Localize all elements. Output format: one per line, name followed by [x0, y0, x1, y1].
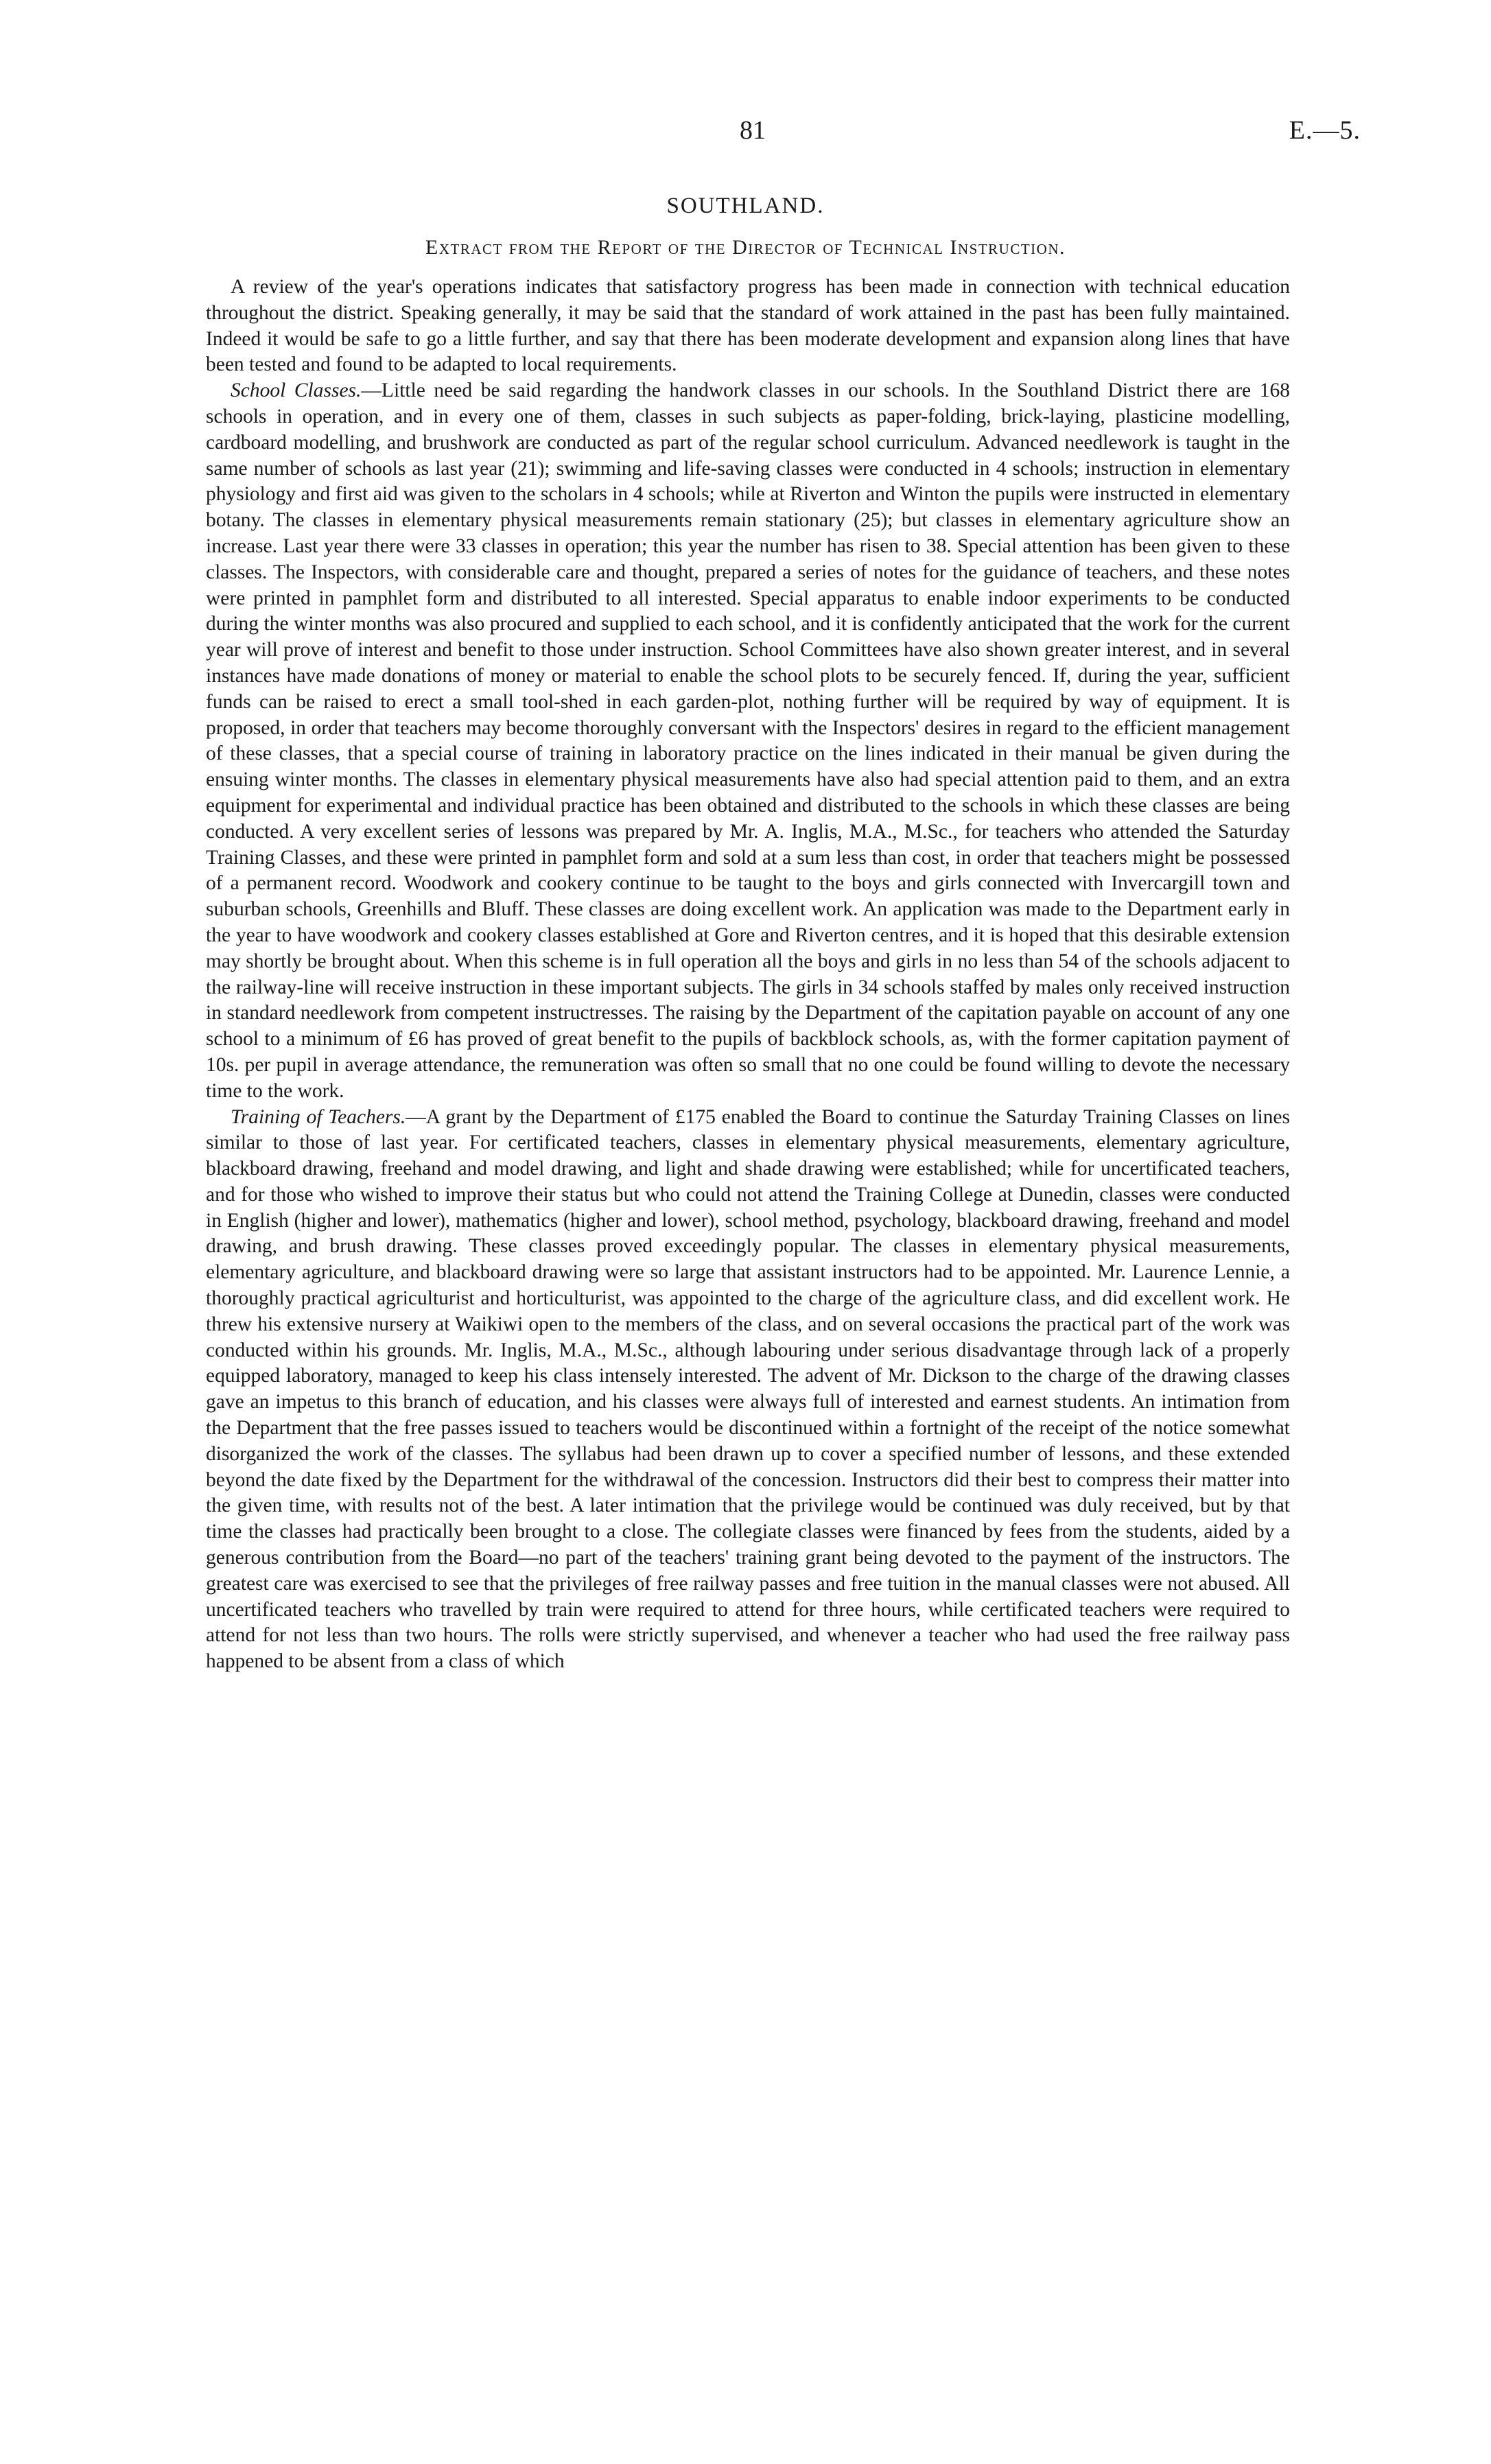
report-subtitle: Extract from the Report of the Director of Technical Instruction.	[425, 236, 1066, 259]
page-header	[0, 115, 1491, 156]
paragraph-training-of-teachers	[206, 1105, 1290, 1676]
report-body	[206, 274, 1290, 1675]
paragraph-heading: School Classes.	[231, 379, 362, 402]
paragraph-text: —Little need be said regarding the handwork classes in our schools. In the Southland District there are 168 schools in operation, and in every one of them, classes in such subjects as paper-folding, brick-laying, plasticine modelling, cardboard modelling, and brushwork are conducted as part of the regular school curriculum. Advanced needlework is taught in the same number of schools as last year (21); swimming and life-saving classes were conducted in 4 schools; instruction in elementary physiology and first aid was given to the scholars in 4 schools; while at Riverton and Winton the pupils were instructed in elementary botany. The classes in elementary physical measurements remain stationary (25); but classes in elementary agriculture show an increase. Last year there were 33 classes in operation; this year the number has risen to 38. Special attention has been given to these classes. The Inspectors, with considerable care and thought, prepared a series of notes for the guidance of teachers, and these notes were printed in pamphlet form and distributed to all interested. Special apparatus to enable indoor experiments to be conducted during the winter months was also procured and supplied to each school, and it is confidently anticipated that the work for the current year will prove of interest and benefit to those under instruction. School Committees have also shown greater interest, and in several instances have made donations of money or material to enable the school plots to be securely fenced. If, during the year, sufficient funds can be raised to erect a small tool-shed in each garden-plot, nothing further will be required by way of equipment. It is proposed, in order that teachers may become thoroughly conversant with the Inspectors' desires in regard to the efficient management of these classes, that a special course of training in laboratory practice on the lines indicated in their manual be given during the ensuing winter months. The classes in elementary physical measurements have also had special attention paid to them, and an extra equipment for experimental and individual practice has been obtained and distributed to the schools in which these classes are being conducted. A very excellent series of lessons was prepared by Mr. A. Inglis, M.A., M.Sc., for teachers who attended the Saturday Training Classes, and these were printed in pamphlet form and sold at a sum less than cost, in order that teachers might be possessed of a permanent record. Woodwork and cookery continue to be taught to the boys and girls connected with Invercargill town and suburban schools, Greenhills and Bluff. These classes are doing excellent work. An application was made to the Department early in the year to have woodwork and cookery classes established at Gore and Riverton centres, and it is hoped that this desirable extension may shortly be brought about. When this scheme is in full operation all the boys and girls in no less than 54 of the schools adjacent to the railway-line will receive instruction in these important subjects. The girls in 34 schools staffed by males only received instruction in standard needlework from competent instructresses. The raising by the Department of the capitation payable on account of any one school to a minimum of £6 has proved of great benefit to the pupils of backblock schools, as, with the former capitation payment of 10s. per pupil in average attendance, the remuneration was often so small that no one could be found willing to devote the necessary time to the work.	[206, 379, 1290, 1102]
page-number: 81	[740, 116, 766, 145]
document-code: E.—5.	[1289, 116, 1361, 145]
section-title: SOUTHLAND.	[666, 193, 825, 218]
paragraph-school-classes	[206, 378, 1290, 1104]
paragraph-text: —A grant by the Department of £175 enabled the Board to continue the Saturday Training Classes on lines similar to those of last year. For certificated teachers, classes in elementary physical measurements, elementary agriculture, blackboard drawing, freehand and model drawing, and light and shade drawing were established; while for uncertificated teachers, and for those who wished to improve their status but who could not attend the Training College at Dunedin, classes were conducted in English (higher and lower), mathematics (higher and lower), school method, psychology, blackboard drawing, freehand and model drawing, and brush drawing. These classes proved exceedingly popular. The classes in elementary physical measurements, elementary agriculture, and blackboard drawing were so large that assistant instructors had to be appointed. Mr. Laurence Lennie, a thoroughly practical agriculturist and horticulturist, was appointed to the charge of the agriculture class, and did excellent work. He threw his extensive nursery at Waikiwi open to the members of the class, and on several occasions the practical part of the work was conducted within his grounds. Mr. Inglis, M.A., M.Sc., although labouring under serious disadvantage through lack of a properly equipped laboratory, managed to keep his class intensely interested. The advent of Mr. Dickson to the charge of the drawing classes gave an impetus to this branch of education, and his classes were always full of interested and earnest students. An intimation from the Department that the free passes issued to teachers would be discontinued within a fortnight of the receipt of the notice somewhat disorganized the work of the classes. The syllabus had been drawn up to cover a specified number of lessons, and these extended beyond the date fixed by the Department for the withdrawal of the concession. Instructors did their best to compress their matter into the given time, with results not of the best. A later intimation that the privilege would be continued was duly received, but by that time the classes had practically been brought to a close. The collegiate classes were financed by fees from the students, aided by a generous contribution from the Board—no part of the teachers' training grant being devoted to the payment of the instructors. The greatest care was exercised to see that the privileges of free railway passes and free tuition in the manual classes were not abused. All uncertificated teachers who travelled by train were required to attend for three hours, while certificated teachers were required to attend for not less than two hours. The rolls were strictly supervised, and whenever a teacher who had used the free railway pass happened to be absent from a class of which	[206, 1105, 1290, 1673]
paragraph-intro	[206, 274, 1290, 378]
paragraph-heading: Training of Teachers.	[231, 1105, 406, 1128]
paragraph-text: A review of the year's operations indicates that satisfactory progress has been made in connection with technical education throughout the district. Speaking generally, it may be said that the standard of work attained in the past has been fully maintained. Indeed it would be safe to go a little further, and say that there has been moderate development and expansion along lines that have been tested and found to be adapted to local requirements.	[206, 276, 1290, 376]
